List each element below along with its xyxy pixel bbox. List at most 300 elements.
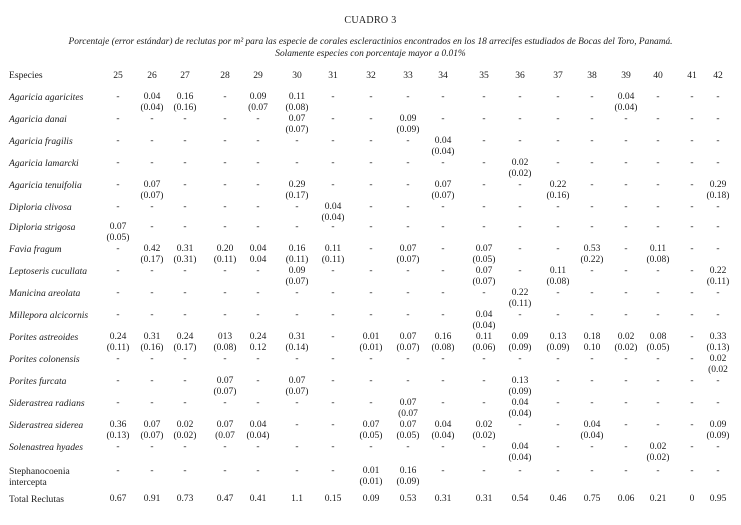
value-cell: 0.16	[176, 92, 194, 102]
error-cell: (0.04)	[321, 213, 345, 223]
error-cell: (0.01)	[359, 343, 383, 353]
value-cell: -	[656, 354, 660, 364]
value-cell: -	[406, 222, 410, 232]
value-cell: -	[116, 92, 120, 102]
column-header: 39	[621, 70, 631, 81]
value-cell: -	[482, 92, 486, 102]
error-cell: (0.02)	[614, 343, 638, 353]
value-cell: -	[183, 136, 187, 146]
column-header: 27	[180, 70, 190, 81]
species-name: Favia fragum	[9, 244, 62, 255]
value-cell: -	[256, 442, 260, 452]
value-cell: -	[331, 420, 335, 430]
total-cell: 0.46	[549, 494, 567, 504]
value-cell: -	[256, 354, 260, 364]
value-cell: -	[369, 266, 373, 276]
column-header: 28	[220, 70, 230, 81]
value-cell: -	[656, 92, 660, 102]
value-cell: 0.31	[288, 332, 306, 342]
value-cell: -	[331, 266, 335, 276]
error-cell: (0.16)	[546, 191, 570, 201]
error-cell: (0.04)	[580, 431, 604, 441]
total-cell: 1.1	[291, 494, 303, 504]
value-cell: -	[590, 310, 594, 320]
value-cell: 0.29	[709, 180, 727, 190]
value-cell: 0.02	[649, 442, 667, 452]
value-cell: -	[369, 114, 373, 124]
species-name: Agaricia lamarcki	[9, 158, 79, 169]
column-header: 37	[553, 70, 563, 81]
error-cell: (0.11)	[706, 277, 730, 287]
error-cell: (0.05)	[646, 343, 670, 353]
error-cell: (0.02)	[173, 431, 197, 441]
value-cell: -	[116, 398, 120, 408]
value-cell: 0.09	[511, 332, 529, 342]
error-cell: (0.11)	[321, 255, 345, 265]
value-cell: -	[256, 466, 260, 476]
value-cell: -	[624, 180, 628, 190]
error-cell: (0.16)	[173, 103, 197, 113]
value-cell: 0.18	[583, 332, 601, 342]
value-cell: -	[183, 310, 187, 320]
value-cell: -	[256, 202, 260, 212]
value-cell: -	[223, 202, 227, 212]
species-name: Porites furcata	[9, 376, 67, 387]
error-cell: (0.07)	[285, 125, 309, 135]
value-cell: 0.04	[324, 202, 342, 212]
value-cell: 0.09	[399, 114, 417, 124]
value-cell: -	[556, 222, 560, 232]
error-cell: (0.05)	[359, 431, 383, 441]
value-cell: -	[482, 222, 486, 232]
value-cell: -	[150, 114, 154, 124]
total-cell: 0.95	[709, 494, 727, 504]
error-cell: (0.05)	[472, 255, 496, 265]
value-cell: -	[331, 376, 335, 386]
value-cell: -	[256, 310, 260, 320]
value-cell: -	[369, 354, 373, 364]
value-cell: -	[624, 114, 628, 124]
value-cell: -	[624, 310, 628, 320]
value-cell: -	[624, 376, 628, 386]
value-cell: -	[690, 288, 694, 298]
value-cell: -	[369, 136, 373, 146]
value-cell: -	[590, 288, 594, 298]
value-cell: -	[331, 288, 335, 298]
value-cell: -	[441, 266, 445, 276]
value-cell: 0.24	[109, 332, 127, 342]
error-cell: (0.14)	[285, 343, 309, 353]
error-cell: (0.07)	[285, 387, 309, 397]
total-cell: 0.41	[249, 494, 267, 504]
value-cell: -	[556, 158, 560, 168]
total-cell: 0.31	[434, 494, 452, 504]
value-cell: -	[441, 244, 445, 254]
value-cell: -	[116, 442, 120, 452]
value-cell: -	[590, 158, 594, 168]
total-cell: 0.09	[362, 494, 380, 504]
value-cell: -	[556, 398, 560, 408]
column-header: 30	[292, 70, 302, 81]
value-cell: -	[656, 266, 660, 276]
value-cell: -	[482, 202, 486, 212]
value-cell: 0.07	[288, 376, 306, 386]
error-cell: (0.17)	[140, 255, 164, 265]
value-cell: -	[406, 310, 410, 320]
error-cell: (0.16)	[140, 343, 164, 353]
value-cell: -	[556, 354, 560, 364]
value-cell: -	[656, 114, 660, 124]
error-cell: (0.09)	[508, 343, 532, 353]
value-cell: -	[331, 354, 335, 364]
value-cell: -	[518, 92, 522, 102]
value-cell: -	[656, 288, 660, 298]
table-caption-line-2: Solamente especies con porcentaje mayor a 0.01%	[275, 49, 466, 59]
value-cell: -	[295, 202, 299, 212]
value-cell: -	[441, 158, 445, 168]
value-cell: 0.42	[143, 244, 161, 254]
error-cell: (0.02)	[646, 453, 670, 463]
value-cell: -	[369, 310, 373, 320]
value-cell: -	[295, 310, 299, 320]
value-cell: 0.04	[249, 244, 267, 254]
value-cell: -	[150, 222, 154, 232]
value-cell: -	[406, 442, 410, 452]
value-cell: -	[256, 376, 260, 386]
value-cell: -	[441, 310, 445, 320]
value-cell: -	[150, 158, 154, 168]
value-cell: -	[482, 114, 486, 124]
value-cell: -	[656, 466, 660, 476]
value-cell: -	[482, 158, 486, 168]
error-cell: (0.31)	[173, 255, 197, 265]
value-cell: -	[223, 92, 227, 102]
value-cell: -	[716, 466, 720, 476]
value-cell: -	[183, 466, 187, 476]
value-cell: -	[223, 114, 227, 124]
value-cell: -	[295, 158, 299, 168]
value-cell: -	[690, 376, 694, 386]
species-name: Millepora alcicornis	[9, 310, 89, 321]
value-cell: -	[369, 202, 373, 212]
value-cell: -	[150, 136, 154, 146]
species-column-header: Especies	[9, 70, 43, 81]
value-cell: -	[150, 466, 154, 476]
column-header: 26	[147, 70, 157, 81]
error-cell: (0.02	[708, 365, 728, 375]
value-cell: -	[624, 202, 628, 212]
error-cell: (0.13)	[706, 343, 730, 353]
value-cell: -	[369, 222, 373, 232]
value-cell: 0.07	[362, 420, 380, 430]
value-cell: -	[656, 202, 660, 212]
value-cell: -	[406, 180, 410, 190]
error-cell: (0.17)	[173, 343, 197, 353]
value-cell: -	[556, 288, 560, 298]
value-cell: -	[656, 158, 660, 168]
value-cell: 0.07	[475, 244, 493, 254]
value-cell: -	[223, 354, 227, 364]
value-cell: -	[256, 136, 260, 146]
value-cell: -	[116, 202, 120, 212]
value-cell: -	[256, 288, 260, 298]
value-cell: 0.02	[617, 332, 635, 342]
value-cell: -	[183, 180, 187, 190]
value-cell: -	[690, 466, 694, 476]
value-cell: -	[556, 420, 560, 430]
value-cell: -	[716, 244, 720, 254]
column-header: 38	[587, 70, 597, 81]
value-cell: 013	[217, 332, 233, 342]
value-cell: -	[590, 202, 594, 212]
value-cell: 0.07	[143, 420, 161, 430]
species-name: Agaricia danai	[9, 114, 67, 125]
value-cell: 0.16	[434, 332, 452, 342]
value-cell: -	[295, 442, 299, 452]
error-cell: (0.08)	[546, 277, 570, 287]
total-cell: 0.21	[649, 494, 667, 504]
species-name: Diploria strigosa	[9, 222, 76, 233]
error-cell: (0.02)	[472, 431, 496, 441]
value-cell: 0.20	[216, 244, 234, 254]
value-cell: 0.22	[709, 266, 727, 276]
error-cell: (0.09)	[396, 477, 420, 487]
error-cell: 0.04	[249, 255, 267, 265]
error-cell: (0.04)	[508, 409, 532, 419]
value-cell: -	[518, 310, 522, 320]
species-name: Leptoseris cucullata	[9, 266, 88, 277]
value-cell: -	[295, 354, 299, 364]
value-cell: -	[256, 158, 260, 168]
value-cell: -	[716, 310, 720, 320]
value-cell: -	[656, 310, 660, 320]
value-cell: -	[656, 376, 660, 386]
value-cell: -	[116, 376, 120, 386]
species-name-continued: intercepta	[9, 477, 47, 488]
column-header: 29	[253, 70, 263, 81]
value-cell: -	[406, 354, 410, 364]
error-cell: (0.07	[398, 409, 418, 419]
value-cell: -	[624, 288, 628, 298]
value-cell: 0.08	[649, 332, 667, 342]
total-cell: 0.53	[399, 494, 417, 504]
error-cell: (0.07)	[140, 191, 164, 201]
table-caption-line-1: Porcentaje (error estándar) de reclutas por m² para las especie de corales escleractinios encontrados en los 18 arrecifes estudiados de Bocas del Toro, Panamá.	[68, 37, 673, 47]
value-cell: 0.11	[549, 266, 567, 276]
value-cell: -	[223, 288, 227, 298]
value-cell: 0.09	[288, 266, 306, 276]
value-cell: -	[116, 310, 120, 320]
value-cell: -	[590, 114, 594, 124]
value-cell: -	[331, 222, 335, 232]
column-header: 35	[479, 70, 489, 81]
total-cell: 0.73	[176, 494, 194, 504]
value-cell: -	[624, 158, 628, 168]
value-cell: -	[150, 354, 154, 364]
value-cell: -	[116, 266, 120, 276]
value-cell: -	[223, 222, 227, 232]
value-cell: -	[556, 202, 560, 212]
value-cell: -	[150, 442, 154, 452]
species-name: Porites colonensis	[9, 354, 80, 365]
value-cell: -	[482, 442, 486, 452]
value-cell: -	[624, 266, 628, 276]
value-cell: -	[590, 398, 594, 408]
value-cell: -	[690, 158, 694, 168]
value-cell: -	[441, 202, 445, 212]
error-cell: (0.06)	[472, 343, 496, 353]
value-cell: -	[656, 398, 660, 408]
value-cell: 0.16	[399, 466, 417, 476]
value-cell: 0.11	[288, 92, 306, 102]
error-cell: (0.05)	[396, 431, 420, 441]
value-cell: -	[716, 398, 720, 408]
value-cell: -	[556, 92, 560, 102]
value-cell: 0.04	[511, 398, 529, 408]
value-cell: 0.01	[362, 332, 380, 342]
error-cell: (0.04)	[508, 453, 532, 463]
value-cell: -	[183, 442, 187, 452]
value-cell: 0.01	[362, 466, 380, 476]
value-cell: -	[556, 244, 560, 254]
error-cell: (0.04)	[614, 103, 638, 113]
value-cell: 0.07	[399, 244, 417, 254]
value-cell: -	[482, 376, 486, 386]
error-cell: (0.17)	[285, 191, 309, 201]
value-cell: -	[406, 376, 410, 386]
table-title: CUADRO 3	[344, 15, 397, 26]
value-cell: -	[441, 222, 445, 232]
value-cell: -	[690, 92, 694, 102]
value-cell: -	[223, 442, 227, 452]
value-cell: 0.16	[288, 244, 306, 254]
value-cell: 0.09	[249, 92, 267, 102]
value-cell: -	[331, 442, 335, 452]
value-cell: -	[150, 266, 154, 276]
value-cell: 0.04	[434, 420, 452, 430]
value-cell: -	[441, 442, 445, 452]
value-cell: 0.07	[216, 376, 234, 386]
value-cell: -	[624, 244, 628, 254]
value-cell: 0.29	[288, 180, 306, 190]
value-cell: -	[690, 332, 694, 342]
value-cell: -	[295, 466, 299, 476]
value-cell: -	[716, 376, 720, 386]
value-cell: -	[183, 266, 187, 276]
value-cell: -	[656, 180, 660, 190]
total-label: Total Reclutas	[9, 494, 65, 505]
error-cell: (0.09)	[706, 431, 730, 441]
value-cell: 0.11	[475, 332, 493, 342]
value-cell: 0.07	[399, 332, 417, 342]
value-cell: 0.02	[709, 354, 727, 364]
value-cell: -	[518, 354, 522, 364]
value-cell: -	[295, 420, 299, 430]
value-cell: -	[183, 398, 187, 408]
value-cell: -	[331, 136, 335, 146]
value-cell: -	[116, 354, 120, 364]
value-cell: 0.24	[176, 332, 194, 342]
species-name: Manicina areolata	[9, 288, 81, 299]
value-cell: -	[256, 180, 260, 190]
value-cell: -	[256, 222, 260, 232]
value-cell: -	[656, 420, 660, 430]
value-cell: 0.04	[249, 420, 267, 430]
value-cell: -	[482, 136, 486, 146]
total-cell: 0.75	[583, 494, 601, 504]
error-cell: (0.11)	[508, 299, 532, 309]
value-cell: 0.11	[324, 244, 342, 254]
total-cell: 0	[689, 494, 695, 504]
value-cell: -	[482, 398, 486, 408]
value-cell: 0.02	[176, 420, 194, 430]
value-cell: 0.24	[249, 332, 267, 342]
value-cell: -	[369, 398, 373, 408]
error-cell: (0.04)	[431, 431, 455, 441]
species-name: Siderastrea radians	[9, 398, 85, 409]
error-cell: (0.22)	[580, 255, 604, 265]
value-cell: -	[441, 92, 445, 102]
value-cell: -	[518, 136, 522, 146]
value-cell: -	[656, 136, 660, 146]
species-name: Stephanocoenia	[9, 466, 70, 477]
value-cell: -	[116, 288, 120, 298]
value-cell: -	[369, 288, 373, 298]
value-cell: 0.07	[109, 222, 127, 232]
error-cell: (0.07)	[285, 277, 309, 287]
value-cell: -	[441, 466, 445, 476]
value-cell: 0.07	[399, 420, 417, 430]
value-cell: -	[590, 354, 594, 364]
error-cell: (0.07)	[140, 431, 164, 441]
value-cell: 0.31	[143, 332, 161, 342]
value-cell: -	[183, 288, 187, 298]
column-header: 34	[438, 70, 448, 81]
value-cell: -	[116, 180, 120, 190]
value-cell: -	[624, 442, 628, 452]
value-cell: 0.04	[511, 442, 529, 452]
total-cell: 0.15	[324, 494, 342, 504]
value-cell: -	[518, 222, 522, 232]
value-cell: -	[331, 398, 335, 408]
total-cell: 0.54	[511, 494, 529, 504]
error-cell: (0.07)	[213, 387, 237, 397]
value-cell: -	[369, 376, 373, 386]
error-cell: (0.11)	[285, 255, 309, 265]
error-cell: (0.04)	[246, 431, 270, 441]
value-cell: -	[590, 442, 594, 452]
value-cell: -	[150, 202, 154, 212]
value-cell: -	[183, 376, 187, 386]
value-cell: -	[223, 158, 227, 168]
value-cell: -	[116, 158, 120, 168]
value-cell: 0.07	[288, 114, 306, 124]
error-cell: (0.18)	[706, 191, 730, 201]
value-cell: -	[590, 92, 594, 102]
value-cell: -	[590, 136, 594, 146]
error-cell: (0.04)	[472, 321, 496, 331]
value-cell: -	[518, 202, 522, 212]
value-cell: -	[556, 376, 560, 386]
value-cell: -	[518, 466, 522, 476]
value-cell: 0.31	[176, 244, 194, 254]
value-cell: -	[223, 266, 227, 276]
value-cell: -	[624, 420, 628, 430]
value-cell: -	[690, 202, 694, 212]
value-cell: -	[556, 136, 560, 146]
value-cell: -	[716, 442, 720, 452]
value-cell: -	[690, 222, 694, 232]
